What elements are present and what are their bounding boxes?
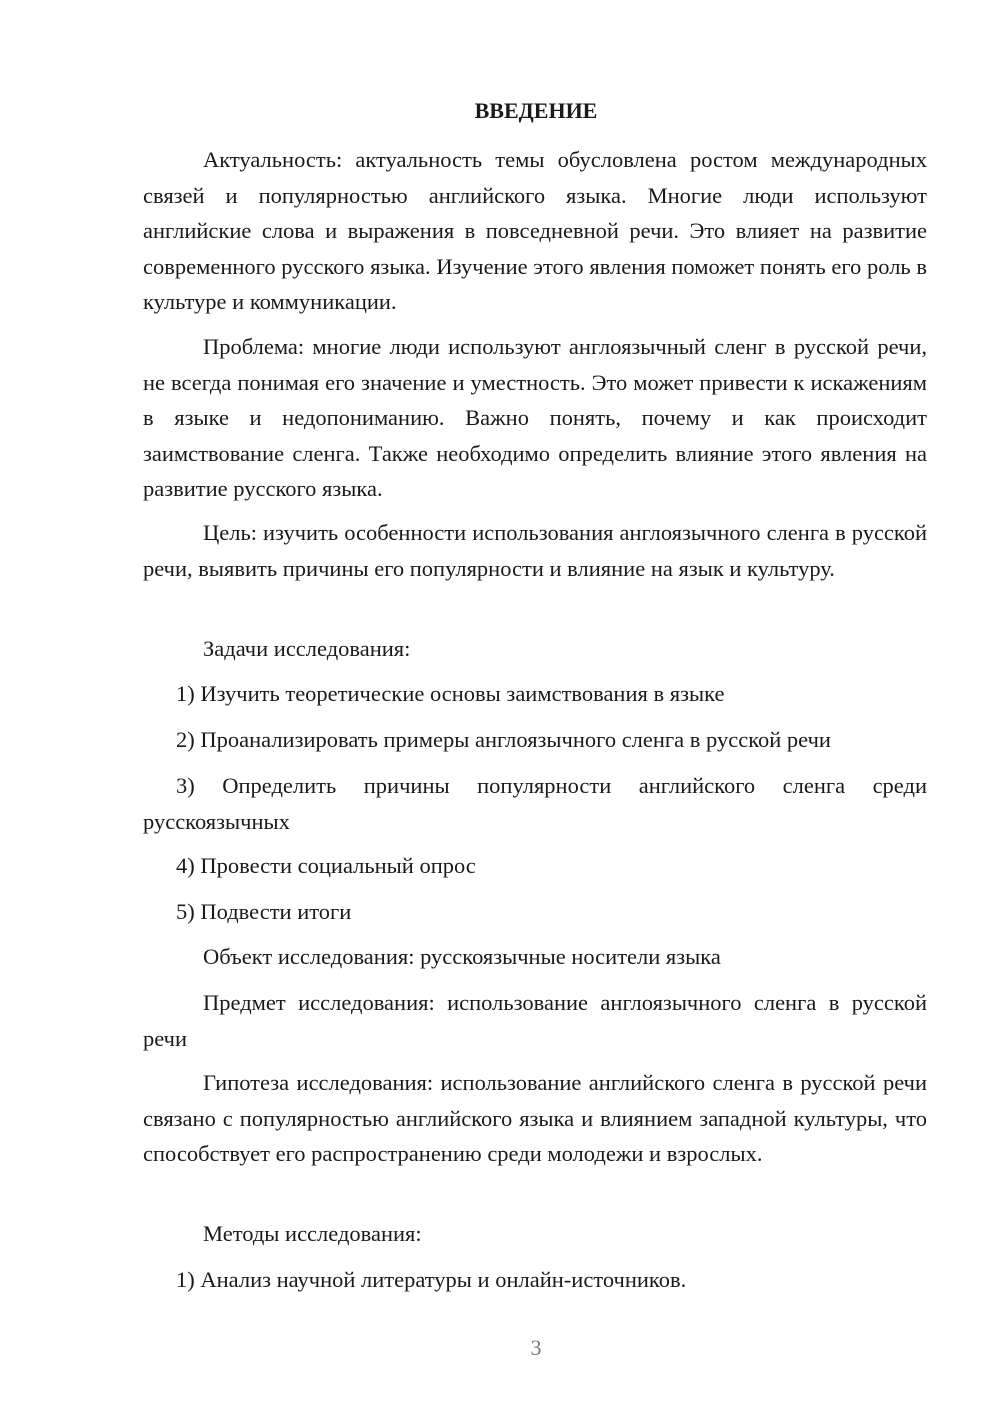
paragraph-problem: Проблема: многие люди используют англоязычный сленг в русской речи, не всегда понимая его значение и уместность. Это может привести к искажениям в языке и недопониманию. Важно понять, почему и как происходит заимствование сленга. Также необходимо определить влияние этого явления на развитие русского языка.: [143, 334, 927, 501]
paragraph-hypothesis: Гипотеза исследования: использование английского сленга в русской речи связано с популярностью английского языка и влиянием западной культуры, что способствует его распространению среди молодежи и взрослых.: [143, 1070, 927, 1166]
tasks-heading: Задачи исследования:: [203, 636, 411, 661]
task-item-5: 5) Подвести итоги: [176, 899, 352, 924]
paragraph-subject: Предмет исследования: использование англоязычного сленга в русской речи: [143, 990, 927, 1051]
paragraph-goal: Цель: изучить особенности использования англоязычного сленга в русской речи, выявить причины его популярности и влияние на язык и культуру.: [143, 520, 927, 581]
task-item-3: 3) Определить причины популярности английского сленга среди русскоязычных: [143, 773, 927, 834]
paragraph-object: Объект исследования: русскоязычные носители языка: [203, 944, 721, 969]
task-item-4: 4) Провести социальный опрос: [176, 853, 476, 878]
task-item-2: 2) Проанализировать примеры англоязычного сленга в русской речи: [176, 727, 831, 752]
methods-heading: Методы исследования:: [203, 1221, 422, 1246]
paragraph-relevance: Актуальность: актуальность темы обусловлена ростом международных связей и популярностью английского языка. Многие люди используют английские слова и выражения в повседневной речи. Это влияет на развитие современного русского языка. Изучение этого явления поможет понять его роль в культуре и коммуникации.: [143, 147, 927, 314]
section-title: ВВЕДЕНИЕ: [474, 98, 598, 123]
task-item-1: 1) Изучить теоретические основы заимствования в языке: [176, 681, 725, 706]
page-number: 3: [530, 1335, 542, 1360]
method-item-1: 1) Анализ научной литературы и онлайн-источников.: [176, 1267, 687, 1292]
